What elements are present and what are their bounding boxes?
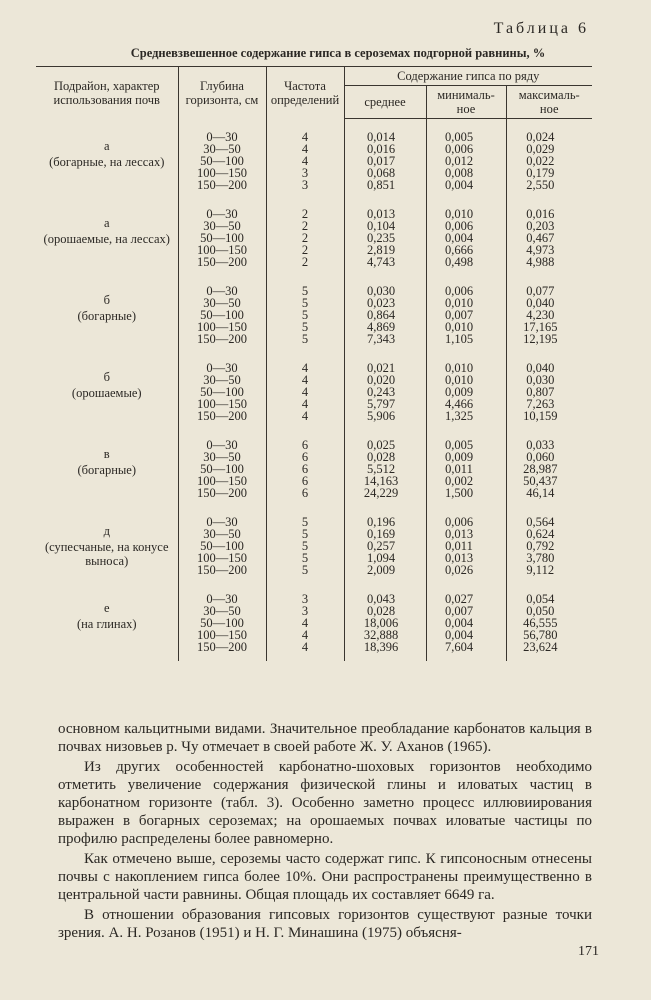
depth-value: 50—100 <box>200 231 244 245</box>
max-value: 3,780 <box>526 551 555 565</box>
table-row <box>36 430 592 507</box>
freq-cell <box>266 199 344 276</box>
min-value: 0,026 <box>444 563 474 577</box>
min-value: 0,002 <box>444 474 474 488</box>
mean-value: 1,094 <box>366 551 396 565</box>
depth-value: 100—150 <box>197 551 247 565</box>
subregion-letter: а <box>103 216 110 230</box>
depth-value: 100—150 <box>197 474 247 488</box>
depth-value: 30—50 <box>203 450 241 464</box>
min-value: 0,010 <box>444 361 474 375</box>
min-value: 0,007 <box>444 604 474 618</box>
depth-value: 100—150 <box>197 243 247 257</box>
min-value: 1,325 <box>444 409 474 423</box>
depth-value: 50—100 <box>200 539 244 553</box>
paragraph: В отношении образования гипсовых горизонтов существуют разные точки зрения. А. Н. Розанов (1951) и Н. Г. Минашина (1975) объясня- <box>58 907 592 941</box>
subregion-description: (богарные) <box>77 463 136 477</box>
frequency-value: 4 <box>301 361 309 375</box>
max-cell <box>506 584 592 661</box>
mean-cell <box>344 199 426 276</box>
depths-cell <box>178 353 266 430</box>
max-value: 46,14 <box>526 486 555 500</box>
depth-value: 0—30 <box>206 592 238 606</box>
min-value: 0,010 <box>444 373 474 387</box>
table-row <box>36 584 592 661</box>
paragraph: основном кальцитными видами. Значительное преобладание карбонатов кальция в почвах низовьев р. Чу отмечает в своей работе Ж. У. Аханов (1965). <box>58 721 592 755</box>
mean-value: 0,028 <box>366 450 396 464</box>
min-value: 1,500 <box>444 486 474 500</box>
min-cell <box>426 199 506 276</box>
depth-value: 30—50 <box>203 527 241 541</box>
max-value: 0,029 <box>526 142 555 156</box>
max-value: 0,564 <box>526 515 555 529</box>
min-value: 0,006 <box>444 515 474 529</box>
min-value: 0,006 <box>444 284 474 298</box>
min-value: 0,010 <box>444 320 474 334</box>
table-row <box>36 276 592 353</box>
subregion-cell <box>36 353 178 430</box>
depths-cell <box>178 276 266 353</box>
mean-value: 18,006 <box>363 616 399 630</box>
depth-value: 50—100 <box>200 308 244 322</box>
mean-value: 0,235 <box>366 231 396 245</box>
depth-value: 100—150 <box>197 165 247 180</box>
frequency-value: 4 <box>301 385 309 399</box>
max-value: 0,016 <box>526 207 555 221</box>
min-value: 7,604 <box>444 640 474 654</box>
max-cell <box>506 119 592 200</box>
col-header-min: минималь-ное <box>426 86 506 119</box>
table-row <box>36 353 592 430</box>
depth-value: 30—50 <box>203 373 241 387</box>
mean-value: 0,864 <box>366 308 396 322</box>
mean-value: 0,851 <box>366 178 396 192</box>
depth-value: 30—50 <box>203 141 241 156</box>
depth-value: 50—100 <box>200 462 244 476</box>
frequency-value: 2 <box>301 219 309 233</box>
subregion-cell <box>36 430 178 507</box>
depth-value: 0—30 <box>206 207 238 221</box>
min-cell <box>426 276 506 353</box>
max-value: 0,624 <box>526 527 555 541</box>
paragraph: Из других особенностей карбонатно-шоховых горизонтов необходимо отметить увеличение содержания физической глины и иловатых частиц в карбонатном горизонте (табл. 3). Особенно заметно процесс иллювиирования выражен в богарных сероземах; на орошаемых почвах иловатые частицы по профилю распределены более равномерно. <box>58 759 592 847</box>
frequency-value: 5 <box>301 527 309 541</box>
col-header-mean: среднее <box>344 86 426 119</box>
paragraph: Как отмечено выше, сероземы часто содержат гипс. К гипсоносным отнесены почвы с накоплением гипса более 10%. Они распространены преимущественно в центральной части равнины. Общая площадь их составляет 6649 га. <box>58 851 592 903</box>
min-value: 0,008 <box>444 166 474 180</box>
mean-value: 0,013 <box>366 207 396 221</box>
min-value: 1,105 <box>444 332 474 346</box>
max-value: 0,040 <box>526 296 555 310</box>
max-cell <box>506 507 592 584</box>
max-value: 4,988 <box>526 255 555 269</box>
max-value: 0,203 <box>526 219 555 233</box>
mean-value: 0,020 <box>366 373 396 387</box>
subregion-letter: е <box>103 601 110 615</box>
max-cell <box>506 430 592 507</box>
subregion-cell <box>36 276 178 353</box>
frequency-value: 4 <box>301 397 309 411</box>
col-header-subregion: Подрайон, характер использования почв <box>53 78 160 107</box>
frequency-value: 5 <box>301 320 309 334</box>
min-cell <box>426 353 506 430</box>
max-value: 0,022 <box>526 154 555 168</box>
min-cell <box>426 430 506 507</box>
mean-value: 2,009 <box>366 563 396 577</box>
freq-cell <box>266 353 344 430</box>
frequency-value: 5 <box>301 539 309 553</box>
min-value: 0,010 <box>444 296 474 310</box>
min-value: 0,006 <box>444 142 474 156</box>
depths-cell <box>178 199 266 276</box>
min-value: 0,012 <box>444 154 474 168</box>
mean-value: 24,229 <box>363 486 399 500</box>
min-value: 0,006 <box>444 219 474 233</box>
subregion-description: (богарные) <box>77 309 136 323</box>
max-value: 4,230 <box>526 308 555 322</box>
depth-value: 100—150 <box>197 397 247 411</box>
frequency-value: 5 <box>301 332 309 346</box>
mean-value: 0,023 <box>366 296 396 310</box>
mean-value: 0,068 <box>366 166 396 180</box>
frequency-value: 6 <box>301 462 309 476</box>
frequency-value: 3 <box>301 165 309 180</box>
max-value: 0,040 <box>526 361 555 375</box>
mean-value: 4,743 <box>366 255 396 269</box>
mean-value: 0,021 <box>366 361 396 375</box>
max-value: 9,112 <box>526 563 555 577</box>
frequency-value: 5 <box>301 296 309 310</box>
subregion-letter: д <box>103 524 110 538</box>
depth-value: 100—150 <box>197 320 247 334</box>
depth-value: 0—30 <box>206 129 238 144</box>
freq-cell <box>266 430 344 507</box>
col-header-frequency: Частота определений <box>266 67 344 119</box>
depth-value: 150—200 <box>197 255 247 269</box>
mean-value: 0,030 <box>366 284 396 298</box>
mean-value: 2,819 <box>366 243 396 257</box>
subregion-letter: в <box>103 447 110 461</box>
max-value: 0,024 <box>526 130 555 144</box>
depth-value: 50—100 <box>200 616 244 630</box>
min-value: 0,666 <box>444 243 474 257</box>
mean-value: 0,014 <box>366 130 396 144</box>
subregion-description: (супесчаные, на конусе выноса) <box>44 540 169 568</box>
depth-value: 150—200 <box>197 409 247 423</box>
frequency-value: 6 <box>301 438 309 452</box>
mean-value: 18,396 <box>363 640 399 654</box>
mean-value: 0,016 <box>366 142 396 156</box>
frequency-value: 2 <box>301 255 309 269</box>
freq-cell <box>266 119 344 200</box>
depths-cell <box>178 507 266 584</box>
mean-cell <box>344 584 426 661</box>
frequency-value: 4 <box>301 616 309 630</box>
subregion-description: (орошаемые, на лессах) <box>43 232 170 246</box>
mean-value: 4,869 <box>366 320 396 334</box>
depth-value: 0—30 <box>206 438 238 452</box>
max-cell <box>506 276 592 353</box>
gypsum-table <box>36 66 592 661</box>
mean-value: 0,243 <box>366 385 396 399</box>
depths-cell <box>178 430 266 507</box>
max-value: 56,780 <box>523 628 558 642</box>
depths-cell <box>178 119 266 200</box>
min-value: 4,466 <box>444 397 474 411</box>
frequency-value: 4 <box>301 153 309 168</box>
frequency-value: 6 <box>301 450 309 464</box>
mean-cell <box>344 507 426 584</box>
max-value: 17,165 <box>523 320 558 334</box>
max-value: 0,030 <box>526 373 555 387</box>
subregion-description: (богарные, на лессах) <box>49 154 165 169</box>
page-number: 171 <box>578 944 599 959</box>
min-cell <box>426 119 506 200</box>
max-value: 0,807 <box>526 385 555 399</box>
body-text <box>58 720 592 942</box>
min-value: 0,009 <box>444 385 474 399</box>
max-cell <box>506 353 592 430</box>
max-value: 0,792 <box>526 539 555 553</box>
min-value: 0,004 <box>444 231 474 245</box>
depth-value: 50—100 <box>200 153 244 168</box>
mean-value: 5,797 <box>366 397 396 411</box>
min-value: 0,009 <box>444 450 474 464</box>
max-value: 0,060 <box>526 450 555 464</box>
max-value: 23,624 <box>523 640 558 654</box>
table-row <box>36 199 592 276</box>
max-value: 0,467 <box>526 231 555 245</box>
subregion-letter: б <box>103 370 110 384</box>
depth-value: 150—200 <box>197 332 247 346</box>
max-value: 10,159 <box>523 409 558 423</box>
frequency-value: 4 <box>301 628 309 642</box>
mean-value: 0,169 <box>366 527 396 541</box>
frequency-value: 5 <box>301 563 309 577</box>
mean-value: 0,028 <box>366 604 396 618</box>
table-label: Таблица 6 <box>493 20 589 37</box>
mean-value: 0,196 <box>366 515 396 529</box>
frequency-value: 2 <box>301 231 309 245</box>
max-value: 0,033 <box>526 438 555 452</box>
depth-value: 150—200 <box>197 177 247 192</box>
min-value: 0,027 <box>444 592 474 606</box>
min-value: 0,005 <box>444 130 474 144</box>
min-value: 0,004 <box>444 178 474 192</box>
mean-value: 5,906 <box>366 409 396 423</box>
min-value: 0,004 <box>444 616 474 630</box>
mean-cell <box>344 276 426 353</box>
frequency-value: 4 <box>301 373 309 387</box>
frequency-value: 4 <box>301 129 309 144</box>
depth-value: 0—30 <box>206 284 238 298</box>
frequency-value: 2 <box>301 243 309 257</box>
mean-value: 7,343 <box>366 332 396 346</box>
subregion-cell <box>36 507 178 584</box>
max-value: 0,050 <box>526 604 555 618</box>
max-value: 0,179 <box>526 166 555 180</box>
max-value: 7,263 <box>526 397 555 411</box>
frequency-value: 5 <box>301 515 309 529</box>
max-value: 46,555 <box>523 616 558 630</box>
mean-cell <box>344 430 426 507</box>
subregion-cell <box>36 584 178 661</box>
depth-value: 150—200 <box>197 640 247 654</box>
freq-cell <box>266 276 344 353</box>
subregion-description: (на глинах) <box>76 617 137 631</box>
frequency-value: 4 <box>301 409 309 423</box>
subregion-letter: а <box>103 138 110 153</box>
min-value: 0,013 <box>444 551 474 565</box>
subregion-cell <box>36 119 178 200</box>
frequency-value: 5 <box>301 284 309 298</box>
frequency-value: 6 <box>301 474 309 488</box>
min-value: 0,013 <box>444 527 474 541</box>
min-value: 0,011 <box>445 462 473 476</box>
table-row <box>36 119 592 200</box>
max-value: 0,054 <box>526 592 555 606</box>
min-value: 0,010 <box>444 207 474 221</box>
mean-cell <box>344 353 426 430</box>
col-header-max: максималь-ное <box>506 86 592 119</box>
depth-value: 30—50 <box>203 296 241 310</box>
frequency-value: 4 <box>301 640 309 654</box>
depth-value: 0—30 <box>206 515 238 529</box>
min-cell <box>426 584 506 661</box>
depth-value: 150—200 <box>197 563 247 577</box>
depth-value: 30—50 <box>203 604 241 618</box>
depths-cell <box>178 584 266 661</box>
frequency-value: 5 <box>301 308 309 322</box>
max-cell <box>506 199 592 276</box>
mean-value: 0,043 <box>366 592 396 606</box>
max-value: 0,077 <box>526 284 555 298</box>
depth-value: 100—150 <box>197 628 247 642</box>
table-caption: Средневзвешенное содержание гипса в сероземах подгорной равнины, % <box>130 46 546 60</box>
max-value: 50,437 <box>523 474 558 488</box>
frequency-value: 3 <box>301 177 309 192</box>
mean-value: 14,163 <box>363 474 399 488</box>
max-value: 4,973 <box>526 243 555 257</box>
min-value: 0,004 <box>444 628 474 642</box>
min-value: 0,007 <box>444 308 474 322</box>
mean-cell <box>344 119 426 200</box>
mean-value: 0,025 <box>366 438 396 452</box>
mean-value: 5,512 <box>366 462 396 476</box>
depth-value: 30—50 <box>203 219 241 233</box>
mean-value: 0,104 <box>366 219 396 233</box>
subregion-cell <box>36 199 178 276</box>
min-value: 0,005 <box>444 438 474 452</box>
depth-value: 150—200 <box>197 486 247 500</box>
frequency-value: 5 <box>301 551 309 565</box>
depth-value: 50—100 <box>200 385 244 399</box>
min-cell <box>426 507 506 584</box>
subregion-letter: б <box>103 293 110 307</box>
freq-cell <box>266 507 344 584</box>
freq-cell <box>266 584 344 661</box>
frequency-value: 3 <box>301 604 309 618</box>
mean-value: 0,017 <box>366 154 396 168</box>
max-value: 12,195 <box>523 332 558 346</box>
min-value: 0,498 <box>444 255 474 269</box>
table-row <box>36 507 592 584</box>
min-value: 0,011 <box>445 539 473 553</box>
mean-value: 0,257 <box>366 539 396 553</box>
mean-value: 32,888 <box>363 628 399 642</box>
frequency-value: 3 <box>301 592 309 606</box>
frequency-value: 2 <box>301 207 309 221</box>
col-header-depth: Глубина горизонта, см <box>178 67 266 119</box>
max-value: 2,550 <box>526 178 555 192</box>
subregion-description: (орошаемые) <box>71 386 142 400</box>
frequency-value: 6 <box>301 486 309 500</box>
col-header-content-group: Содержание гипса по ряду <box>344 67 592 86</box>
depth-value: 0—30 <box>206 361 238 375</box>
max-value: 28,987 <box>523 462 558 476</box>
frequency-value: 4 <box>301 141 309 156</box>
